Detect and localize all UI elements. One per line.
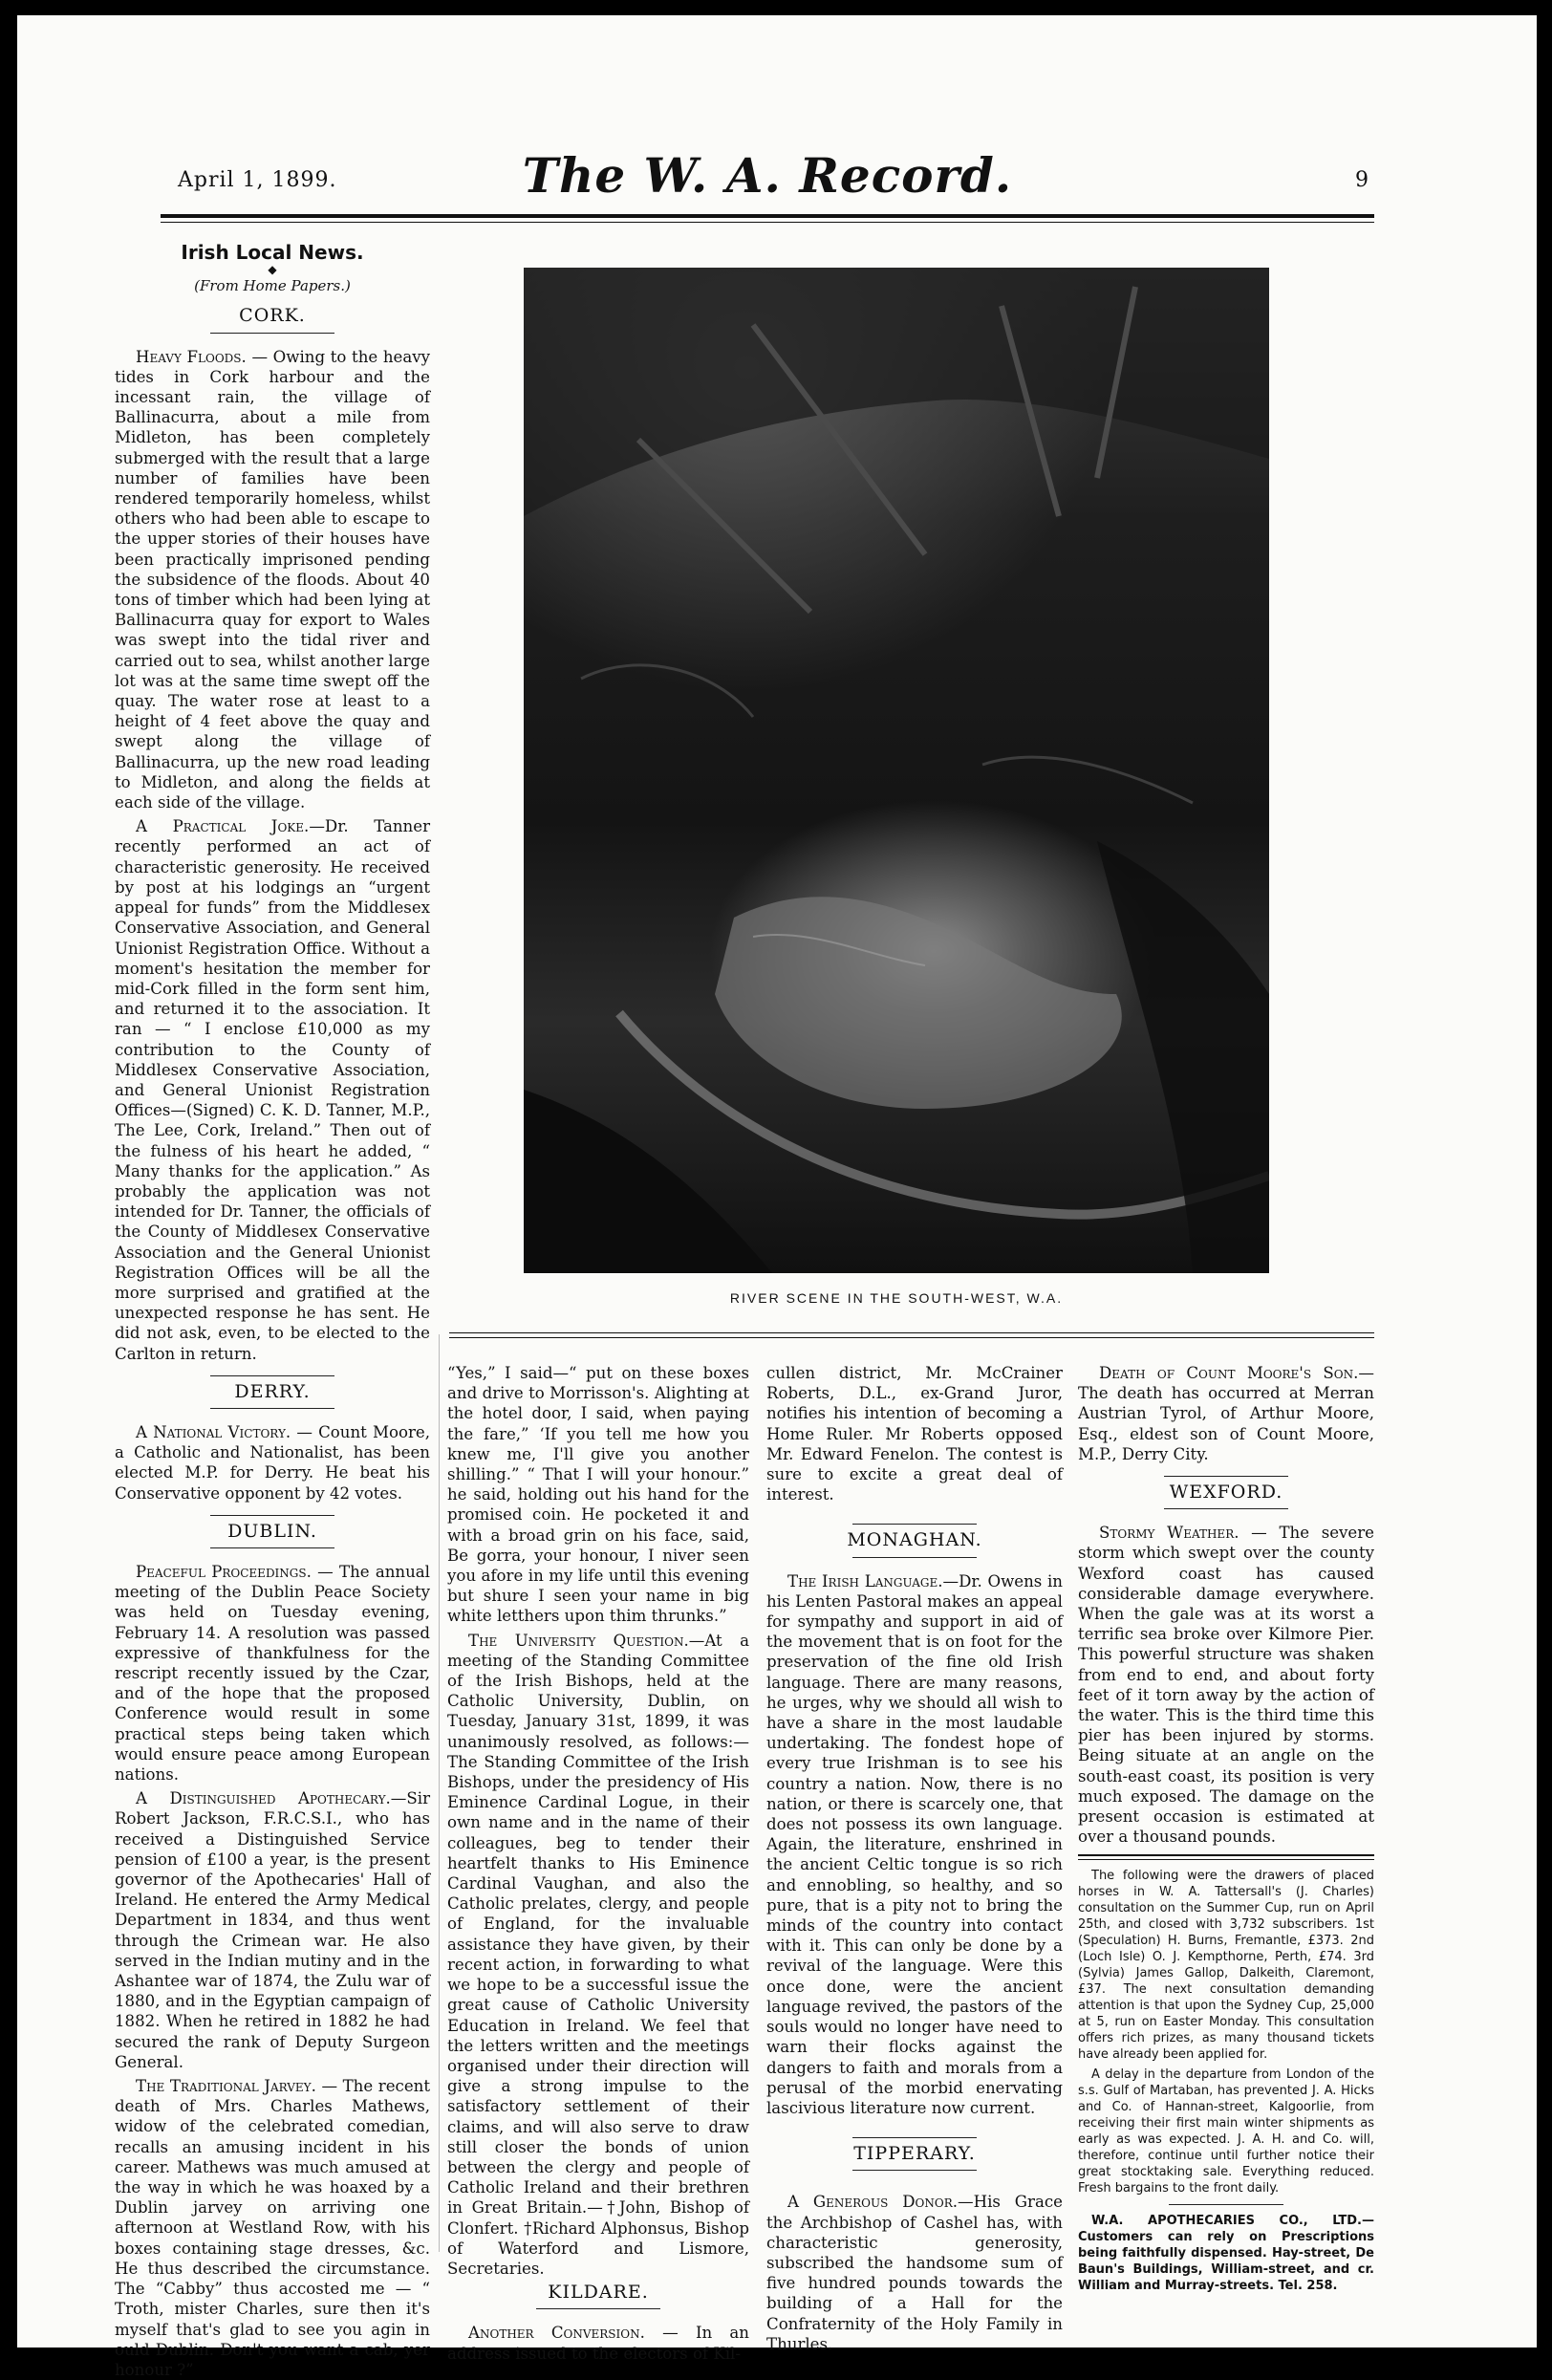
section-title-dublin: DUBLIN. xyxy=(227,1520,317,1542)
photo-caption: RIVER SCENE IN THE SOUTH-WEST, W.A. xyxy=(729,1290,1064,1306)
photo-bottom-rule-2 xyxy=(449,1337,1374,1338)
divider xyxy=(210,333,334,334)
divider xyxy=(1164,1508,1288,1509)
column-3 xyxy=(766,1363,1063,2354)
column-4 xyxy=(1078,1363,1374,2294)
river-scene-photograph xyxy=(524,268,1269,1273)
divider xyxy=(852,2170,977,2171)
article-heavy-floods xyxy=(115,347,430,813)
divider xyxy=(852,2137,977,2138)
article-text: — The recent death of Mrs. Charles Mathews, widow of the celebrated comedian, recalls an amusing incident in his career. Mathews was much amused at the way in which he was hoaxed by a Dublin jarvey on arriving one afternoon at Westland Row, with his boxes containing stage dresses, &c. He thus described the circumstance. The “Cabby” thus accosted me — “ Troth, mister Charles, sure then it's myself that's glad to see you agin in ould Dublin. Don't you want a cab, yer honour ?” xyxy=(115,2077,430,2379)
divider xyxy=(210,1547,334,1548)
article-title: A National Victory. xyxy=(136,1422,291,1441)
article-text: — Owing to the heavy tides in Cork harbour and the incessant rain, the village of Ballinacurra, about a mile from Midleton, has been completely submerged with the result that a large number of families have been rendered temporarily homeless, whilst others who had been able to escape to the upper stories of their houses have been practically imprisoned pending the subsidence of the floods. About 40 tons of timber which had been lying at Ballinacurra quay for export to Wales was swept into the tidal river and carried out to sea, whilst another large lot was at the same time swept off the quay. The water rose at least to a height of 4 feet above the quay and swept along the village of Ballinacurra, up the new road leading to Midleton, and along the fields at each side of the village. xyxy=(115,347,431,812)
article-death-count-moores-son xyxy=(1078,1363,1374,1464)
page-number: 9 xyxy=(1355,168,1369,192)
article-text: —Dr. Owens in his Lenten Pastoral makes an appeal for sympathy and support in aid of the movement that is on foot for the preservation of the fine old Irish language. There are many reasons, he urges, why we should all wish to have a share in the most laudable undertaking. The fondest hope of every true Irishman is to see his country a nation. Now, there is no nation, or there is scarcely one, that does not possess its own language. Again, the literature, enshrined in the ancient Celtic tongue is so rich and ennobling, so healthy, and so pure, that is a pity not to bring the minds of the country into contact with it. This can only be done by a revival of the language. Were this once done, were the ancient language revived, the pastors of the souls would no longer have need to warn their flocks against the dangers to faith and morals from a perusal of the morbid enervating lascivious literature now current. xyxy=(766,1571,1063,2117)
column-divider xyxy=(439,1334,440,2252)
article-title: Stormy Weather. xyxy=(1099,1524,1239,1543)
article-another-conversion xyxy=(447,2323,749,2363)
advert-apothecaries: W.A. APOTHECARIES CO., LTD.— Customers can rely on Prescriptions being faithfully dispensed. Hay-street, De Baun's Buildings, William-street, and cr. William and Murray-streets. Tel. 258. xyxy=(1078,2214,1374,2294)
article-national-victory xyxy=(115,1422,430,1504)
article-text: — The severe storm which swept over the county Wexford coast has caused considerable damage everywhere. When the gale was at its worst a terrific sea broke over Kilmore Pier. This powerful structure was shaken from end to end, and about forty feet of it torn away by the action of the water. This is the third time this pier has been injured by storms. Being situate at an angle on the south-east coast, its position is very much exposed. The damage on the present occasion is estimated at over a thousand pounds. xyxy=(1078,1524,1374,1847)
section-subheading: (From Home Papers.) xyxy=(194,277,351,295)
divider xyxy=(536,2308,660,2309)
masthead-rule xyxy=(161,214,1374,218)
article-generous-donor xyxy=(766,2192,1063,2354)
advert-rule-thin xyxy=(1078,1859,1374,1860)
advertisement-block xyxy=(1078,1868,1374,2294)
article-jarvey-continued: “Yes,” I said—“ put on these boxes and drive to Morrisson's. Alighting at the hotel door, I said, when paying the fare,” ‘If you tell me how you knew me, I'll give you another shilling.” “ That I will your honour.” he said, holding out his hand for the promised coin. He pocketed it and with a broad grin on his face, said, Be gorra, your honour, I niver seen you afore in my life until this evening but shure I seen your name in big white letthers upon thim thrunks.” xyxy=(447,1364,749,1626)
divider xyxy=(210,1375,334,1376)
advert-rule xyxy=(1078,1854,1374,1856)
photo-bottom-rule xyxy=(449,1332,1374,1333)
column-2 xyxy=(447,1363,749,2364)
river-scene-illustration xyxy=(524,268,1269,1273)
divider xyxy=(1164,1476,1288,1477)
section-title-kildare: KILDARE. xyxy=(548,2282,649,2304)
divider xyxy=(210,1408,334,1409)
article-text: — The death has occurred at Merran Austrian Tyrol, of Arthur Moore, Esq., eldest son of Count Moore, M.P., Derry City. xyxy=(1078,1364,1374,1463)
divider xyxy=(852,1524,977,1525)
article-title: Another Conversion. xyxy=(468,2324,645,2343)
section-title-tipperary: TIPPERARY. xyxy=(853,2143,976,2165)
article-text: —Sir Robert Jackson, F.R.C.S.I., who has received a Distinguished Service pension of £100 a year, is the present governor of the Apothecaries' Hall of Ireland. He entered the Army Medical Department in 1834, and thus went through the Crimean war. He also served in the Indian mutiny and in the Ashantee war of 1874, the Zulu war of 1880, and in the Egyptian campaign of 1882. When he retired in 1882 he had secured the rank of Deputy Surgeon General. xyxy=(115,1789,430,2071)
article-peaceful-proceedings xyxy=(115,1562,430,1785)
article-title: The Irish Language. xyxy=(787,1571,943,1590)
advert-hicks: A delay in the departure from London of the s.s. Gulf of Martaban, has prevented J. A. Hicks and Co. of Hannan-street, Kalgoorlie, from receiving their first main winter shipments as early as was expected. J. A. H. and Co. will, therefore, continue until further notice their great stocktaking sale. Everything reduced. Fresh bargains to the front daily. xyxy=(1078,2067,1374,2196)
article-title: Death of Count Moore's Son. xyxy=(1099,1364,1359,1382)
divider xyxy=(210,1515,334,1516)
article-title: The University Question. xyxy=(468,1631,689,1650)
article-traditional-jarvey xyxy=(115,2076,430,2380)
article-title: A Practical Joke. xyxy=(136,817,310,836)
section-heading: Irish Local News. xyxy=(181,241,364,264)
article-text: — Count Moore, a Catholic and Nationalist, has been elected M.P. for Derry. He beat his Conservative opponent by 42 votes. xyxy=(115,1422,430,1503)
article-irish-language xyxy=(766,1571,1063,2118)
article-text: —His Grace the Archbishop of Cashel has, with characteristic generosity, subscribed the handsome sum of five hundred pounds towards the building of a Hall for the Confraternity of the Holy Family in Thurles. xyxy=(766,2193,1063,2353)
masthead-rule-thin xyxy=(161,222,1374,223)
article-text: — The annual meeting of the Dublin Peace Society was held on Tuesday evening, February 14. A resolution was passed expressive of thankfulness for the rescript recently issued by the Czar, and of the hope that the proposed Conference would result in some practical steps being taken which would ensure peace among European nations. xyxy=(115,1562,430,1785)
diamond-ornament-icon: ◆ xyxy=(268,263,277,277)
article-distinguished-apothecary xyxy=(115,1788,430,2072)
article-stormy-weather xyxy=(1078,1523,1374,1847)
section-title-cork: CORK. xyxy=(239,305,306,327)
column-1 xyxy=(115,243,430,2380)
section-title-monaghan: MONAGHAN. xyxy=(847,1529,982,1551)
article-conversion-continued: cullen district, Mr. McCrainer Roberts, D.L., ex-Grand Juror, notifies his intention of becoming a Home Ruler. Mr Roberts opposed Mr. Edward Fenelon. The contest is sure to excite a great deal of interest. xyxy=(766,1364,1063,1504)
divider xyxy=(1169,2204,1283,2205)
issue-date: April 1, 1899. xyxy=(178,168,337,192)
article-title: A Distinguished Apothecary. xyxy=(136,1789,391,1808)
article-university-question xyxy=(447,1631,749,2280)
section-title-wexford: WEXFORD. xyxy=(1169,1482,1283,1504)
advert-tattersalls: The following were the drawers of placed horses in W. A. Tattersall's (J. Charles) consultation on the Summer Cup, run on April 25th, and closed with 3,732 subscribers. 1st (Speculation) H. Burns, Fremantle, £373. 2nd (Loch Isle) O. J. Kempthorne, Perth, £74. 3rd (Sylvia) James Gallop, Dalkeith, Claremont, £37. The next consultation demanding attention is that upon the Sydney Cup, 25,000 at 5, run on Easter Monday. This consultation offers rich prizes, as many thousand tickets have already been applied for. xyxy=(1078,1869,1374,2063)
article-text: — In an address issued to the electors of Kil- xyxy=(447,2324,749,2363)
section-header xyxy=(115,243,430,296)
article-text: —Dr. Tanner recently performed an act of characteristic generosity. He received by post at his lodgings an “urgent appeal for funds” from the Middlesex Conservative Association, and General Unionist Registration Office. Without a moment's hesitation the member for mid-Cork filled in the form sent him, and returned it to the association. It ran — “ I enclose £10,000 as my contribution to the County of Middlesex Conservative Association, and General Unionist Registration Offices—(Signed) C. K. D. Tanner, M.P., The Lee, Cork, Ireland.” Then out of the fulness of his heart he added, “ Many thanks for the application.” As probably the application was not intended for Dr. Tanner, the officials of the County of Middlesex Conservative Association and the General Unionist Registration Offices will be all the more surprised and gratified at the unexpected response he has sent. He did not ask, even, to be elected to the Carlton in return. xyxy=(115,817,431,1363)
divider xyxy=(852,1557,977,1558)
masthead xyxy=(161,147,1374,205)
article-title: A Generous Donor. xyxy=(787,2193,959,2212)
article-title: Heavy Floods. xyxy=(136,347,247,366)
newspaper-title: The W. A. Record. xyxy=(522,147,1013,204)
article-practical-joke xyxy=(115,816,430,1363)
article-text: —At a meeting of the Standing Committee of the Irish Bishops, held at the Catholic University, Dublin, on Tuesday, January 31st, 1899, it was unanimously resolved, as follows:—The Standing Committee of the Irish Bishops, under the presidency of His Eminence Cardinal Logue, in their own name and in the name of their colleagues, beg to tender their heartfelt thanks to His Eminence Cardinal Vaughan, and also the Catholic prelates, clergy, and people of England, for the invaluable assistance they have given, by their recent action, in forwarding to what we hope to be a successful issue the great cause of Catholic University Education in Ireland. We feel that the letters written and the meetings organised under their direction will give a strong impulse to the satisfactory settlement of their claims, and will also serve to draw still closer the bonds of union between the clergy and people of Catholic Ireland and their brethren in Great Britain.—†John, Bishop of Clonfert. †Richard Alphonsus, Bishop of Waterford and Lismore, Secretaries. xyxy=(447,1631,749,2278)
article-title: Peaceful Proceedings. xyxy=(136,1562,312,1581)
article-title: The Traditional Jarvey. xyxy=(136,2077,316,2096)
section-title-derry: DERRY. xyxy=(234,1380,311,1402)
